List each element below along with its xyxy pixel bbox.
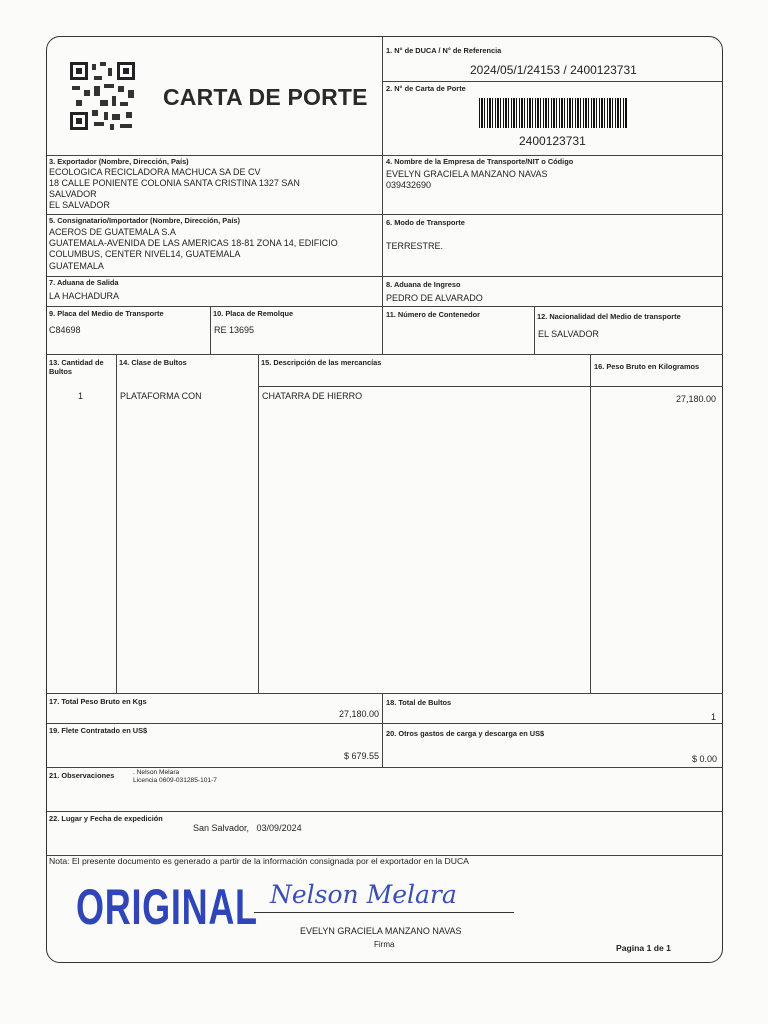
divider [382, 81, 722, 82]
divider [382, 155, 383, 307]
exportador-line: 18 CALLE PONIENTE COLONIA SANTA CRISTINA 1327 SAN [49, 178, 300, 188]
exportador-line: EL SALVADOR [49, 200, 110, 210]
lugar-value: San Salvador, 03/09/2024 [193, 823, 302, 833]
signer-caption: Firma [374, 940, 395, 949]
goods-cantidad: 1 [78, 391, 84, 401]
duca-label: 1. N° de DUCA / N° de Referencia [386, 46, 502, 55]
consignatario-label: 5. Consignatario/Importador (Nombre, Dirección, País) [49, 216, 240, 225]
divider [534, 306, 535, 354]
consignatario-line: GUATEMALA [49, 261, 104, 271]
placa-medio-label: 9. Placa del Medio de Transporte [49, 309, 164, 318]
carta-value: 2400123731 [519, 134, 586, 148]
exportador-label: 3. Exportador (Nombre, Dirección, País) [49, 157, 189, 166]
goods-col-divider [590, 354, 591, 693]
divider [47, 723, 723, 724]
col-clase-header: 14. Clase de Bultos [119, 358, 187, 367]
total-bultos-value: 1 [710, 712, 716, 722]
exportador-line: SALVADOR [49, 189, 97, 199]
original-stamp: ORIGINAL [76, 879, 258, 935]
divider [382, 693, 383, 767]
col-descripcion-header: 15. Descripción de las mercancías [261, 358, 382, 367]
nacionalidad-label: 12. Nacionalidad del Medio de transporte [537, 312, 681, 321]
qr-code-icon [70, 62, 135, 130]
divider [47, 354, 723, 355]
duca-value: 2024/05/1/24153 / 2400123731 [470, 63, 637, 77]
divider [47, 693, 723, 694]
divider [47, 306, 723, 307]
lugar-label: 22. Lugar y Fecha de expedición [49, 814, 163, 823]
goods-peso: 27,180.00 [675, 394, 716, 404]
transport-company-label: 4. Nombre de la Empresa de Transporte/NIT o Código [386, 157, 574, 166]
otros-gastos-label: 20. Otros gastos de carga y descarga en US$ [386, 729, 545, 738]
goods-descripcion: CHATARRA DE HIERRO [262, 391, 363, 401]
flete-value: $ 679.55 [343, 751, 379, 761]
total-bultos-label: 18. Total de Bultos [386, 698, 452, 707]
divider [47, 214, 723, 215]
divider [210, 306, 211, 354]
aduana-salida-value: LA HACHADURA [49, 291, 120, 301]
divider [47, 155, 723, 156]
observaciones-line: . Nelson Melara [133, 769, 180, 776]
aduana-ingreso-label: 8. Aduana de Ingreso [386, 280, 461, 289]
page-number: Pagina 1 de 1 [616, 943, 671, 953]
transport-company-line: EVELYN GRACIELA MANZANO NAVAS [386, 169, 548, 179]
total-peso-label: 17. Total Peso Bruto en Kgs [49, 697, 147, 706]
consignatario-line: COLUMBUS, CENTER NIVEL14, GUATEMALA [49, 249, 241, 259]
barcode-graphic [479, 98, 627, 128]
modo-value: TERRESTRE. [386, 241, 444, 251]
nacionalidad-value: EL SALVADOR [538, 329, 599, 339]
signature-line [254, 912, 514, 913]
divider [47, 767, 723, 768]
placa-remolque-label: 10. Placa de Remolque [213, 309, 294, 318]
otros-gastos-value: $ 0.00 [691, 754, 717, 764]
goods-clase: PLATAFORMA CON [120, 391, 202, 401]
col-cantidad-header: 13. Cantidad de Bultos [49, 358, 104, 376]
transport-company-line: 039432690 [386, 180, 432, 190]
modo-label: 6. Modo de Transporte [386, 218, 465, 227]
aduana-salida-label: 7. Aduana de Salida [49, 278, 119, 287]
header-divider [382, 37, 383, 157]
placa-medio-value: C84698 [49, 325, 81, 335]
placa-remolque-value: RE 13695 [214, 325, 255, 335]
carta-label: 2. N° de Carta de Porte [386, 84, 466, 93]
divider [47, 276, 723, 277]
signature: Nelson Melara [270, 880, 457, 909]
col-peso-header: 16. Peso Bruto en Kilogramos [594, 362, 700, 371]
signer-name: EVELYN GRACIELA MANZANO NAVAS [300, 926, 462, 936]
footer-note: Nota: El presente documento es generado a partir de la información consignada por el exportador en la DUCA [49, 856, 469, 866]
flete-label: 19. Flete Contratado en US$ [49, 726, 148, 735]
consignatario-line: ACEROS DE GUATEMALA S.A [49, 227, 176, 237]
document-title: CARTA DE PORTE [163, 84, 368, 110]
total-peso-value: 27,180.00 [338, 709, 379, 719]
goods-col-divider [258, 354, 259, 693]
observaciones-label: 21. Observaciones [49, 771, 115, 780]
divider [47, 811, 723, 812]
divider [382, 306, 383, 354]
aduana-ingreso-value: PEDRO DE ALVARADO [386, 293, 483, 303]
consignatario-line: GUATEMALA-AVENIDA DE LAS AMERICAS 18-81 ZONA 14, EDIFICIO [49, 238, 338, 248]
goods-col-divider [116, 354, 117, 693]
exportador-line: ECOLOGICA RECICLADORA MACHUCA SA DE CV [49, 167, 261, 177]
divider [258, 386, 723, 387]
observaciones-line: Licencia 0609-031285-101-7 [133, 777, 217, 784]
contenedor-label: 11. Número de Contenedor [386, 310, 481, 319]
